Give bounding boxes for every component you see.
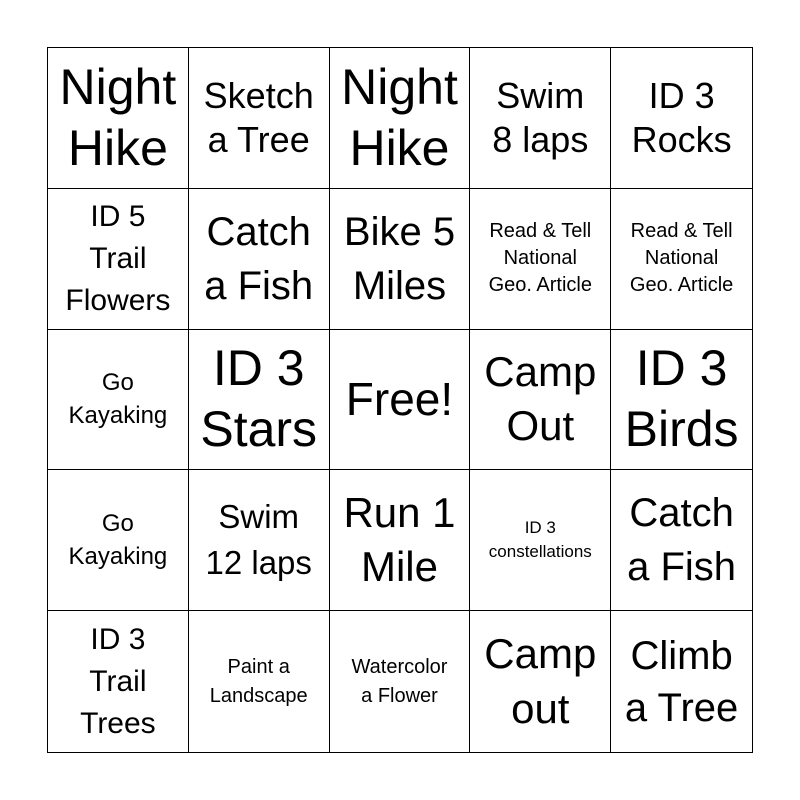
cell-label: Go Kayaking [68, 368, 168, 430]
bingo-cell[interactable] [470, 48, 611, 189]
cell-label: Read & Tell National Geo. Article [488, 220, 592, 297]
bingo-cell[interactable] [330, 330, 471, 471]
bingo-cell[interactable] [48, 189, 189, 330]
bingo-cell[interactable] [611, 611, 752, 752]
bingo-cell[interactable] [189, 470, 330, 611]
bingo-cell[interactable] [48, 470, 189, 611]
cell-label: ID 3 Birds [624, 340, 739, 458]
bingo-cell[interactable] [48, 48, 189, 189]
bingo-cell[interactable] [611, 189, 752, 330]
bingo-cell[interactable] [48, 611, 189, 752]
bingo-cell[interactable] [470, 470, 611, 611]
cell-label: Go Kayaking [68, 509, 168, 571]
bingo-cell[interactable] [189, 189, 330, 330]
cell-label: Bike 5 Miles [343, 209, 456, 308]
bingo-cell[interactable] [470, 611, 611, 752]
cell-label: Free! [345, 372, 454, 425]
cell-label: Climb a Tree [624, 633, 739, 730]
bingo-cell[interactable] [330, 189, 471, 330]
cell-label: Sketch a Tree [203, 74, 314, 160]
bingo-cell[interactable] [330, 470, 471, 611]
bingo-cell[interactable] [189, 330, 330, 471]
cell-label: Run 1 Mile [343, 488, 456, 591]
cell-label: Watercolor a Flower [351, 655, 448, 707]
cell-label: Swim 8 laps [492, 74, 589, 160]
bingo-cell[interactable] [611, 470, 752, 611]
cell-label: Catch a Fish [627, 491, 737, 590]
cell-label: ID 3 Rocks [631, 74, 732, 160]
bingo-board [47, 47, 753, 753]
cell-label: ID 3 constellations [488, 518, 592, 562]
cell-label: ID 3 Stars [200, 340, 318, 458]
cell-label: Paint a Landscape [209, 655, 308, 707]
cell-label: Night Hike [341, 58, 458, 176]
bingo-cell[interactable] [611, 48, 752, 189]
bingo-cell[interactable] [189, 611, 330, 752]
bingo-cell[interactable] [470, 330, 611, 471]
cell-label: ID 5 Trail Flowers [65, 199, 171, 317]
bingo-cell[interactable] [330, 611, 471, 752]
bingo-cell[interactable] [48, 330, 189, 471]
cell-label: ID 3 Trail Trees [80, 622, 156, 740]
cell-label: Read & Tell National Geo. Article [629, 220, 734, 297]
bingo-cell[interactable] [611, 330, 752, 471]
cell-label: Camp out [484, 630, 597, 732]
cell-label: Camp Out [484, 347, 597, 450]
cell-label: Night Hike [59, 58, 177, 176]
bingo-cell[interactable] [189, 48, 330, 189]
cell-label: Catch a Fish [204, 209, 314, 308]
bingo-cell[interactable] [470, 189, 611, 330]
cell-label: Swim 12 laps [205, 498, 312, 582]
bingo-cell[interactable] [330, 48, 471, 189]
